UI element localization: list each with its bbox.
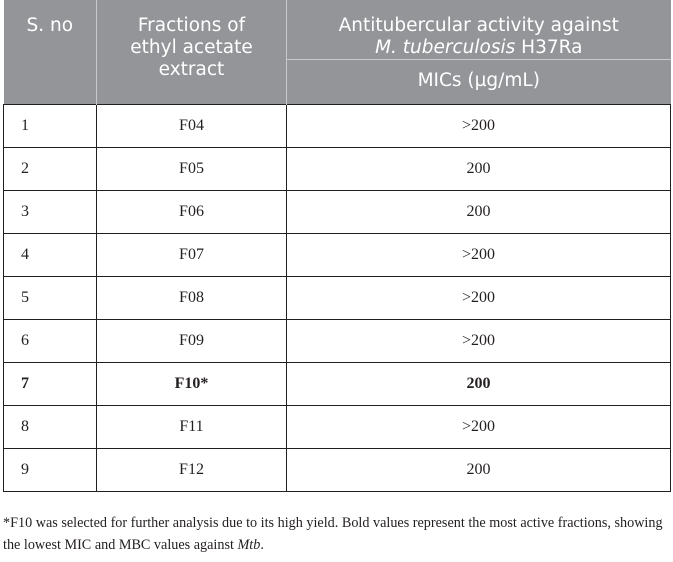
header-fraction-line3: extract <box>158 59 225 80</box>
cell-mic: >200 <box>287 320 671 363</box>
cell-mic: 200 <box>287 148 671 191</box>
header-fraction <box>97 0 287 105</box>
table-row <box>4 277 671 320</box>
table-row <box>4 105 671 148</box>
table-row <box>4 191 671 234</box>
header-fraction-line1: Fractions of <box>137 15 246 36</box>
cell-sno: 9 <box>4 449 97 492</box>
cell-fraction: F10* <box>97 363 287 406</box>
table-body <box>4 105 671 492</box>
cell-sno: 2 <box>4 148 97 191</box>
header-activity-line2 <box>287 37 671 59</box>
cell-mic: 200 <box>287 191 671 234</box>
cell-fraction: F11 <box>97 406 287 449</box>
header-fraction-line2: ethyl acetate <box>130 37 253 58</box>
header-organism-name: M. tuberculosis <box>375 37 516 58</box>
cell-mic: >200 <box>287 277 671 320</box>
header-row-1 <box>4 0 671 60</box>
header-sno <box>4 0 97 105</box>
cell-fraction: F12 <box>97 449 287 492</box>
table-row <box>4 363 671 406</box>
cell-fraction: F09 <box>97 320 287 363</box>
footnote-text: *F10 was selected for further analysis due to its high yield. Bold values represent the most active fractions, showing the lowest MIC and MBC values against <box>3 515 663 553</box>
cell-mic: 200 <box>287 363 671 406</box>
header-sno-label: S. no <box>26 15 74 36</box>
header-mic <box>287 60 671 105</box>
cell-mic: >200 <box>287 234 671 277</box>
cell-mic: 200 <box>287 449 671 492</box>
cell-fraction: F07 <box>97 234 287 277</box>
cell-sno: 4 <box>4 234 97 277</box>
table-row <box>4 320 671 363</box>
footnote-end: . <box>260 537 264 553</box>
table-row <box>4 449 671 492</box>
header-mic-label: MICs (µg/mL) <box>417 70 540 91</box>
footnote-italic-term: Mtb <box>237 537 261 553</box>
cell-sno: 6 <box>4 320 97 363</box>
header-strain-name: H37Ra <box>515 37 583 58</box>
cell-sno: 8 <box>4 406 97 449</box>
cell-fraction: F06 <box>97 191 287 234</box>
cell-sno: 3 <box>4 191 97 234</box>
cell-sno: 7 <box>4 363 97 406</box>
table-row <box>4 148 671 191</box>
cell-mic: >200 <box>287 105 671 148</box>
cell-fraction: F08 <box>97 277 287 320</box>
cell-sno: 1 <box>4 105 97 148</box>
cell-fraction: F04 <box>97 105 287 148</box>
table-footnote <box>3 512 670 556</box>
header-activity <box>287 0 671 60</box>
cell-mic: >200 <box>287 406 671 449</box>
cell-fraction: F05 <box>97 148 287 191</box>
mic-table <box>3 0 671 492</box>
header-activity-line1: Antitubercular activity against <box>338 15 619 36</box>
table-row <box>4 234 671 277</box>
cell-sno: 5 <box>4 277 97 320</box>
table-header <box>4 0 671 105</box>
table-row <box>4 406 671 449</box>
